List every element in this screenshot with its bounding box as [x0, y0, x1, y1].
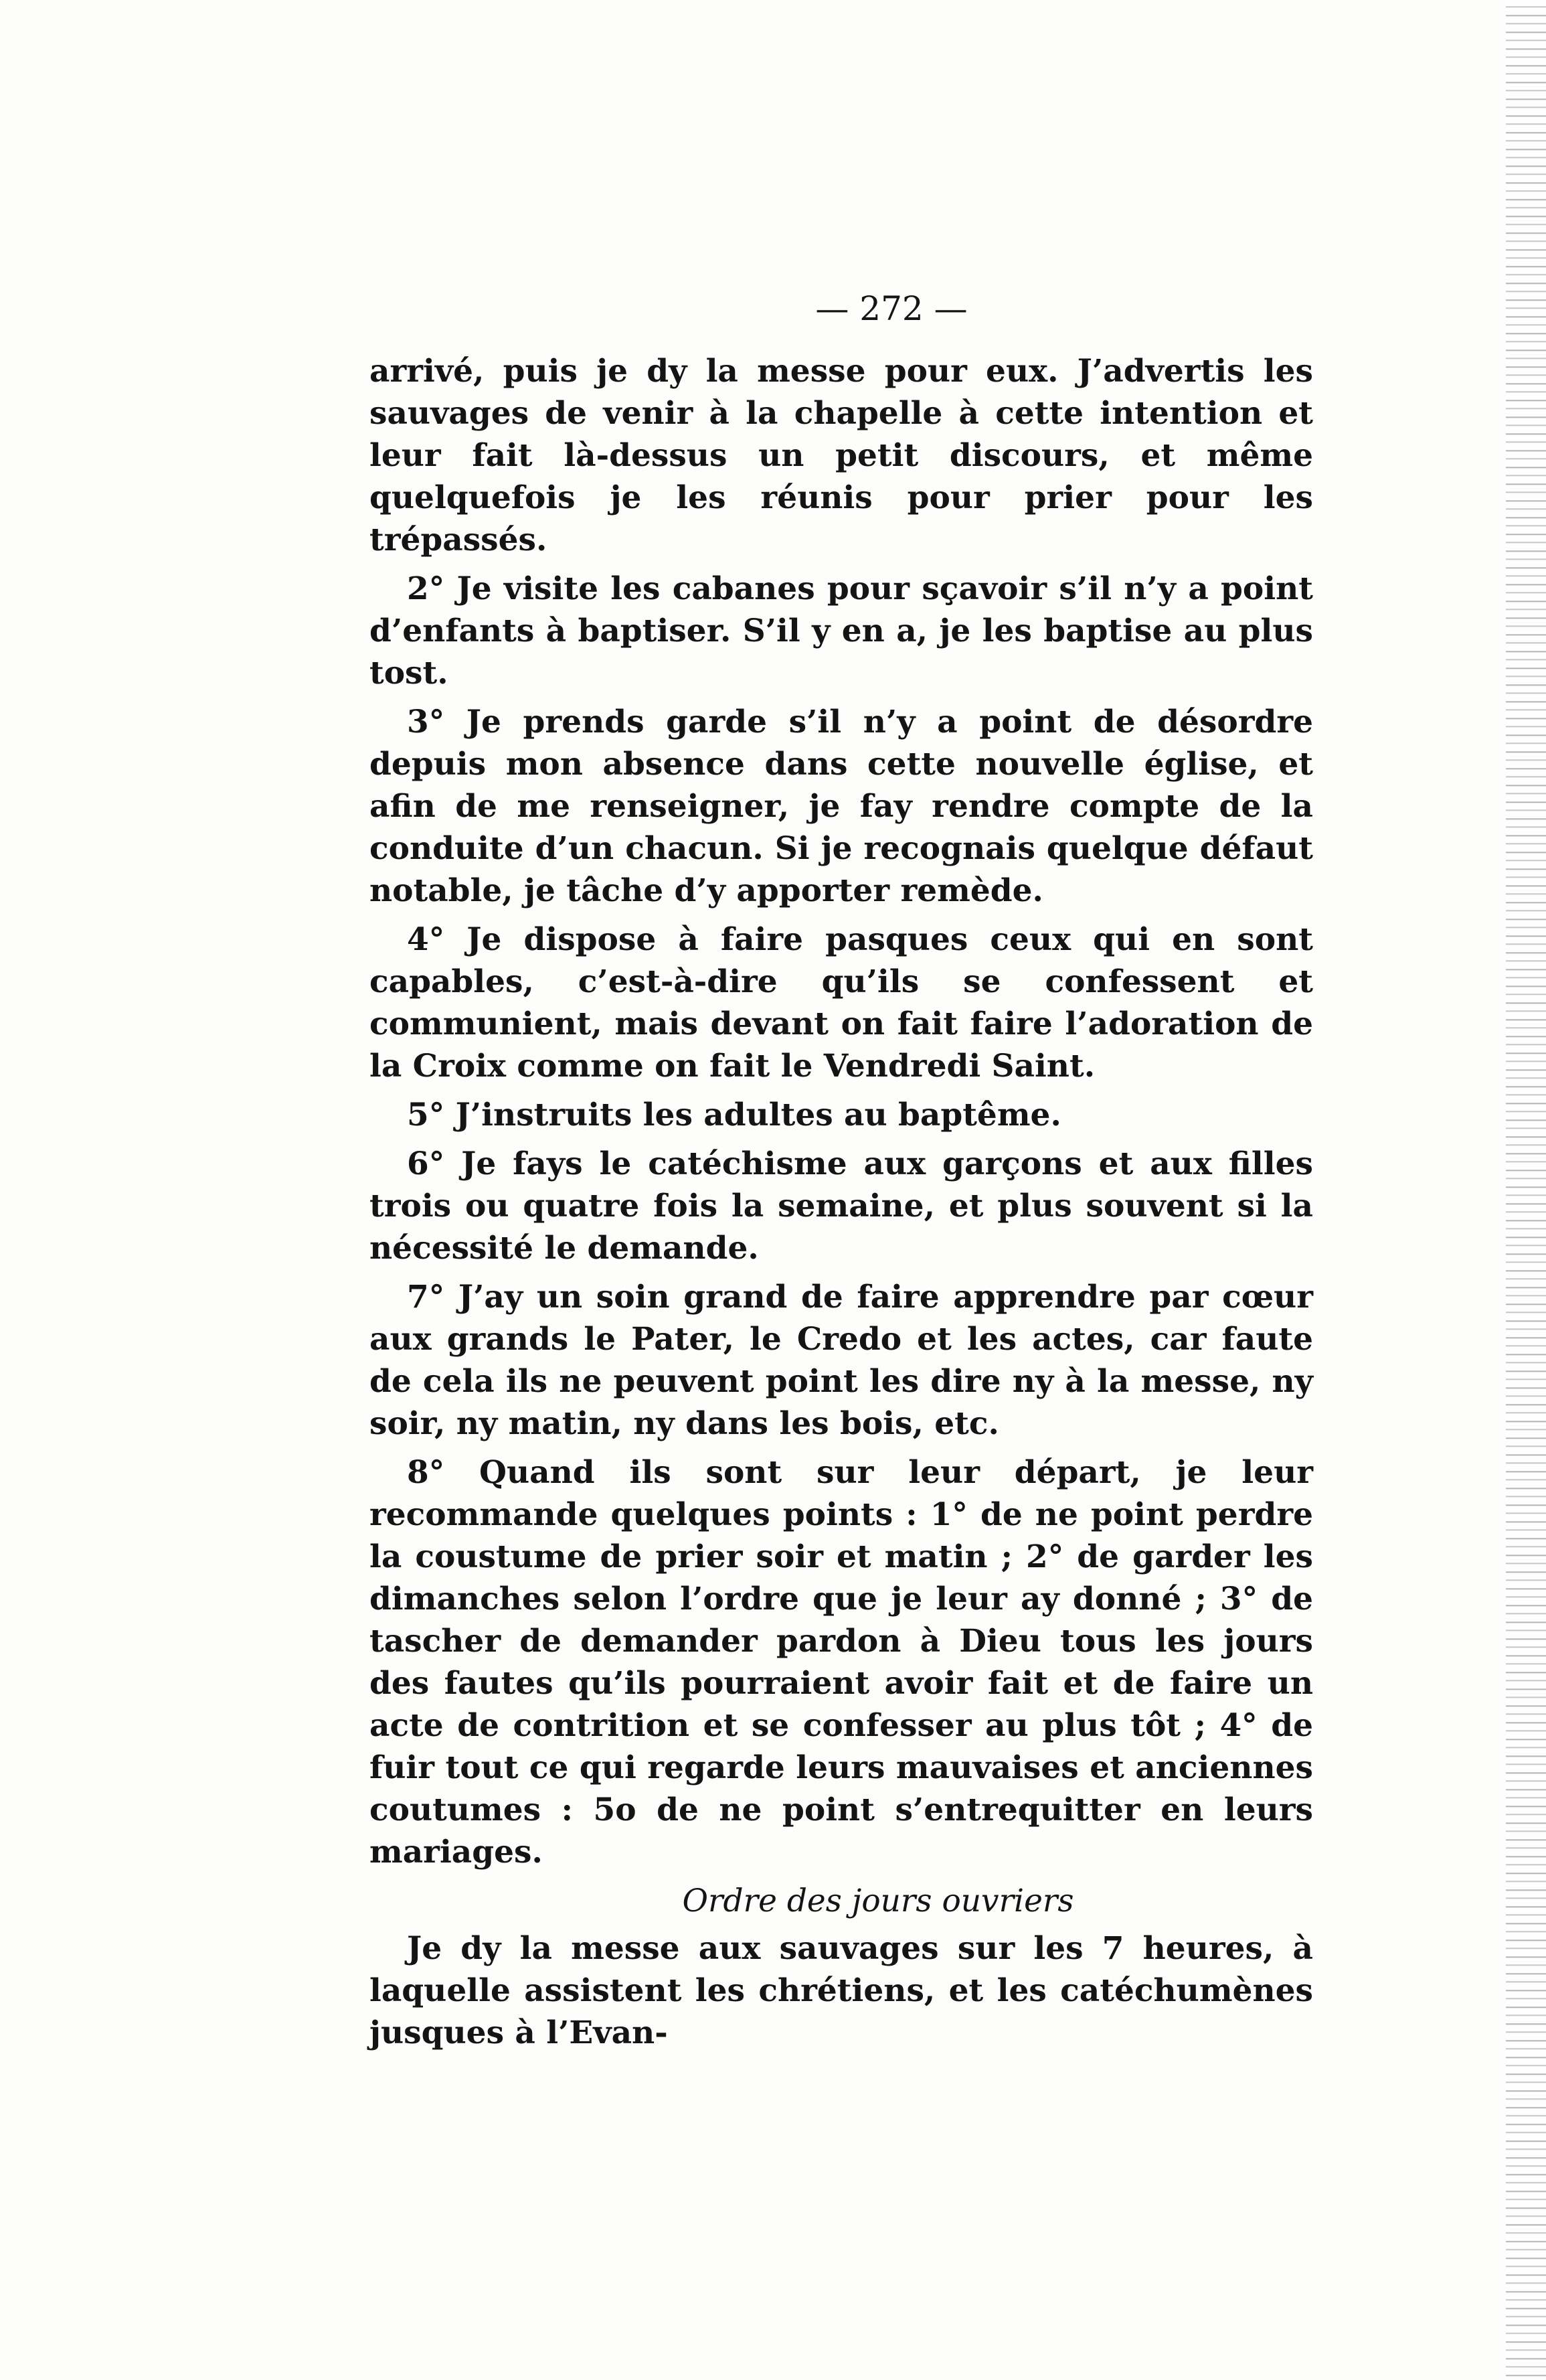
paragraph-item-6: 6° Je fays le catéchisme aux garçons et aux filles trois ou quatre fois la semaine, et plus souvent si la nécessité le demande.: [369, 1145, 1313, 1267]
paragraph-final: Je dy la messe aux sauvages sur les 7 heures, à laquelle assistent les chrétiens, et les catéchumènes jusques à l’Evan-: [369, 1930, 1313, 2051]
section-heading: Ordre des jours ouvriers: [682, 1883, 1074, 1919]
page-number: — 272 —: [815, 289, 968, 328]
paragraph-item-5: 5° J’instruits les adultes au baptême.: [407, 1097, 1061, 1133]
paragraph-item-3: 3° Je prends garde s’il n’y a point de désordre depuis mon absence dans cette nouvelle église, et afin de me renseigner, je fay rendre compte de la conduite d’un chacun. Si je recognais quelque défaut notable, je tâche d’y apporter remède.: [369, 704, 1313, 909]
paragraph-continuation: arrivé, puis je dy la messe pour eux. J’advertis les sauvages de venir à la chapelle à cette intention et leur fait là-dessus un petit discours, et même quelquefois je les réunis pour prier pour les trépassés.: [369, 353, 1313, 558]
paragraph-item-4: 4° Je dispose à faire pasques ceux qui en sont capables, c’est-à-dire qu’ils se confessent et communient, mais devant on fait faire l’adoration de la Croix comme on fait le Vendredi Saint.: [369, 921, 1313, 1085]
page-edge-shadow: [1506, 0, 1546, 2380]
paragraph-item-2: 2° Je visite les cabanes pour sçavoir s’il n’y a point d’enfants à baptiser. S’il y en a, je les baptise au plus tost.: [369, 570, 1313, 692]
paragraph-item-7: 7° J’ay un soin grand de faire apprendre par cœur aux grands le Pater, le Credo et les actes, car faute de cela ils ne peuvent point les dire ny à la messe, ny soir, ny matin, ny dans les bois, etc.: [369, 1279, 1313, 1442]
paragraph-item-8: 8° Quand ils sont sur leur départ, je leur recommande quelques points : 1° de ne point perdre la coustume de prier soir et matin ; 2° de garder les dimanches selon l’ordre que je leur ay donné ; 3° de tascher de demander pardon à Dieu tous les jours des fautes qu’ils pourraient avoir fait et de faire un acte de contrition et se confesser au plus tôt ; 4° de fuir tout ce qui regarde leurs mauvaises et anciennes coutumes : 5o de ne point s’entrequitter en leurs mariages.: [369, 1454, 1313, 1871]
page-text-block: [369, 288, 1313, 2061]
